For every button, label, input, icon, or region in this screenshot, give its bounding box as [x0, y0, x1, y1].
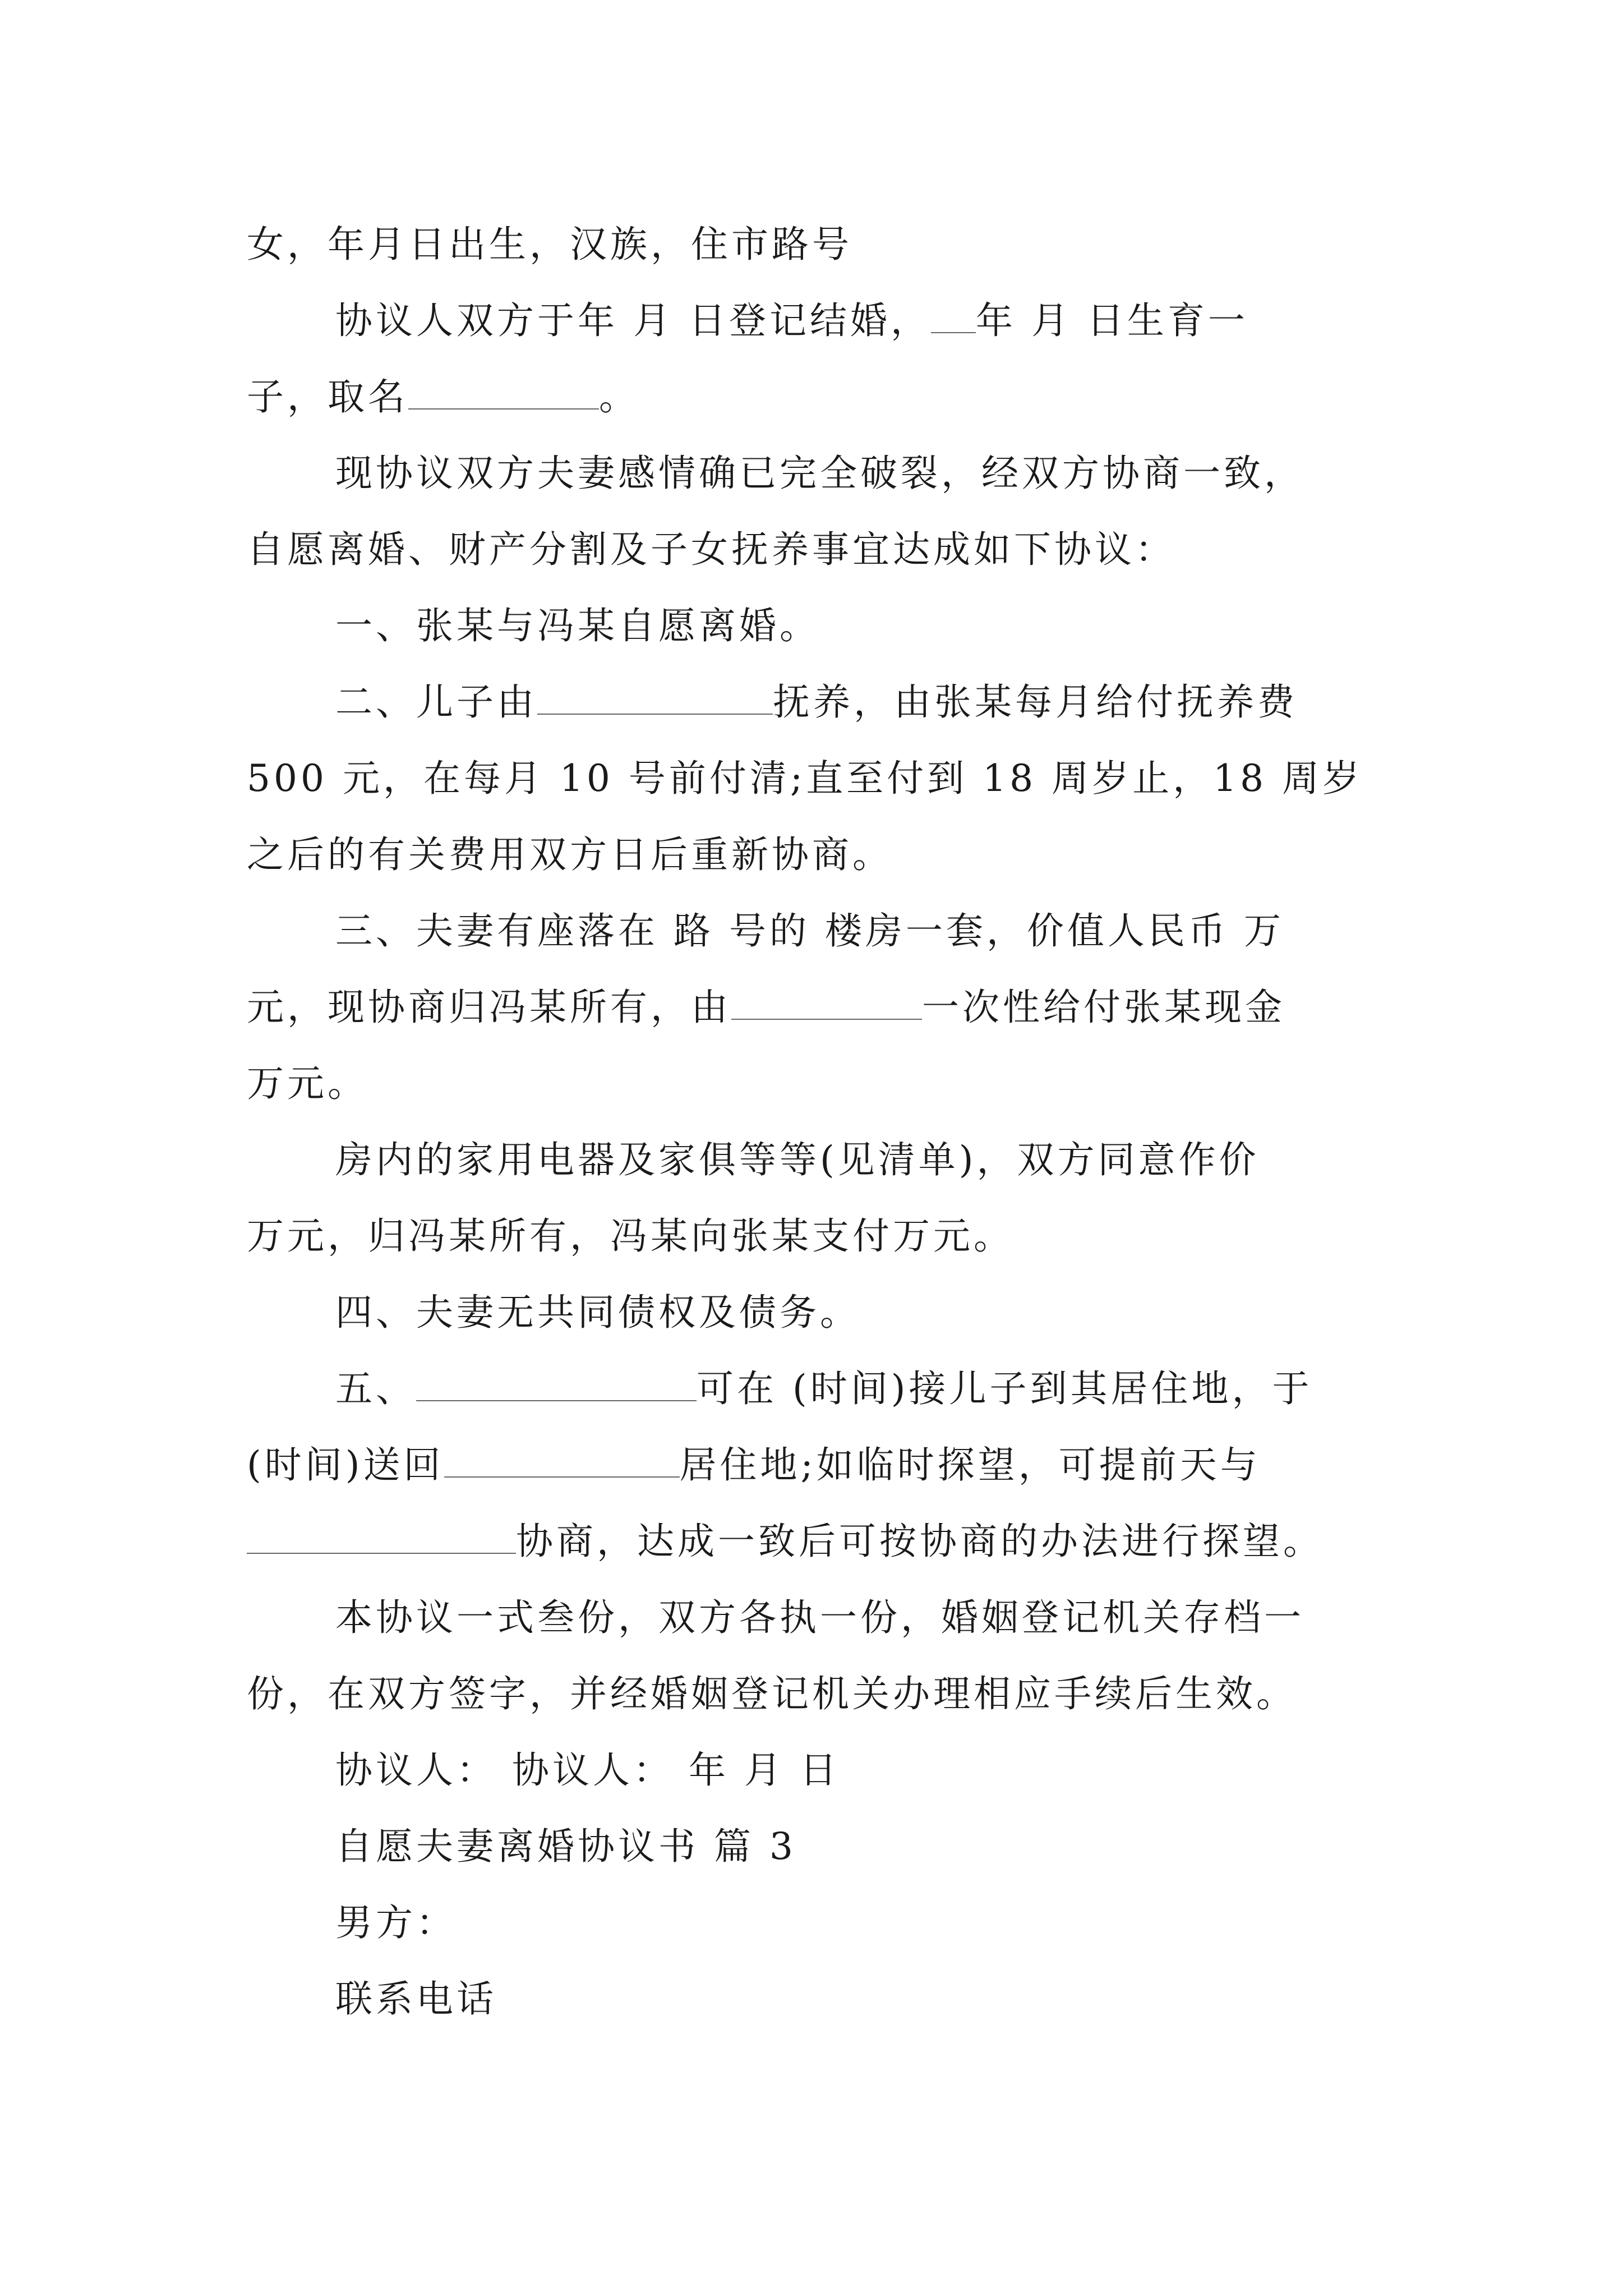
paragraph [247, 1809, 1391, 1885]
text-segment: 协议人双方于年 月 日登记结婚， [335, 299, 931, 342]
text-line: 女，年月日出生，汉族，住市路号 [247, 223, 852, 266]
paragraph [247, 588, 1391, 664]
fill-in-blank [416, 1361, 697, 1401]
fill-in-blank [731, 979, 922, 1020]
text-line [247, 1351, 1391, 1427]
paragraph [247, 1885, 1391, 1961]
paragraph [247, 1351, 1391, 1580]
text-line: 本协议一式叁份，双方各执一份，婚姻登记机关存档一 [335, 1596, 1304, 1639]
text-line: 万元，归冯某所有，冯某向张某支付万元。 [247, 1214, 1014, 1258]
fill-in-blank [408, 369, 599, 409]
text-line: 协议人： 协议人： 年 月 日 [335, 1749, 840, 1792]
text-segment: 子，取名 [247, 375, 408, 418]
text-line: 现协议双方夫妻感情确已完全破裂，经双方协商一致， [335, 452, 1304, 495]
text-line: 万元。 [247, 1062, 368, 1105]
text-line: 一、张某与冯某自愿离婚。 [335, 604, 820, 647]
paragraph [247, 893, 1391, 1122]
text-line [247, 969, 1391, 1046]
text-line [247, 283, 1391, 359]
fill-in-blank [537, 674, 773, 715]
paragraph [247, 664, 1391, 893]
text-segment: 元，现协商归冯某所有，由 [247, 986, 731, 1029]
text-line: 男方： [335, 1901, 457, 1944]
text-line [247, 664, 1391, 740]
document-body [247, 206, 1391, 2037]
paragraph [247, 435, 1391, 588]
paragraph [247, 206, 1391, 283]
text-segment: 居住地;如临时探望，可提前天与 [679, 1443, 1261, 1487]
text-segment: 二、儿子由 [335, 680, 537, 724]
text-segment: 一次性给付张某现金 [922, 986, 1285, 1029]
text-line [247, 359, 1391, 435]
text-line: 自愿夫妻离婚协议书 篇 3 [335, 1825, 796, 1868]
text-line: 之后的有关费用双方日后重新协商。 [247, 833, 893, 876]
text-line [247, 1503, 1391, 1580]
text-segment: 。 [599, 375, 639, 418]
fill-in-blank [247, 1513, 516, 1554]
text-line: 四、夫妻无共同债权及债务。 [335, 1291, 860, 1334]
text-line: 房内的家用电器及家俱等等(见清单)，双方同意作价 [335, 1138, 1260, 1181]
paragraph [247, 1580, 1391, 1732]
text-line [247, 1427, 1391, 1503]
paragraph [247, 1274, 1391, 1351]
text-segment: 年 月 日生育一 [975, 299, 1248, 342]
text-line: 份，在双方签字，并经婚姻登记机关办理相应手续后生效。 [247, 1672, 1297, 1715]
text-line: 联系电话 [335, 1977, 497, 2021]
text-line: 三、夫妻有座落在 路 号的 楼房一套，价值人民币 万 [335, 909, 1284, 953]
paragraph [247, 1732, 1391, 1809]
paragraph [247, 1122, 1391, 1274]
text-segment: 协商，达成一致后可按协商的办法进行探望。 [516, 1520, 1324, 1563]
fill-in-blank [931, 293, 976, 333]
text-segment: (时间)送回 [247, 1443, 444, 1487]
text-line: 自愿离婚、财产分割及子女抚养事宜达成如下协议： [247, 528, 1175, 571]
paragraph [247, 1961, 1391, 2037]
fill-in-blank [444, 1437, 680, 1478]
text-line: 500 元，在每月 10 号前付清;直至付到 18 周岁止，18 周岁 [247, 757, 1363, 800]
text-segment: 抚养，由张某每月给付抚养费 [773, 680, 1298, 724]
text-segment: 可在 (时间)接儿子到其居住地，于 [697, 1367, 1313, 1410]
text-segment: 五、 [335, 1367, 416, 1410]
paragraph [247, 283, 1391, 435]
